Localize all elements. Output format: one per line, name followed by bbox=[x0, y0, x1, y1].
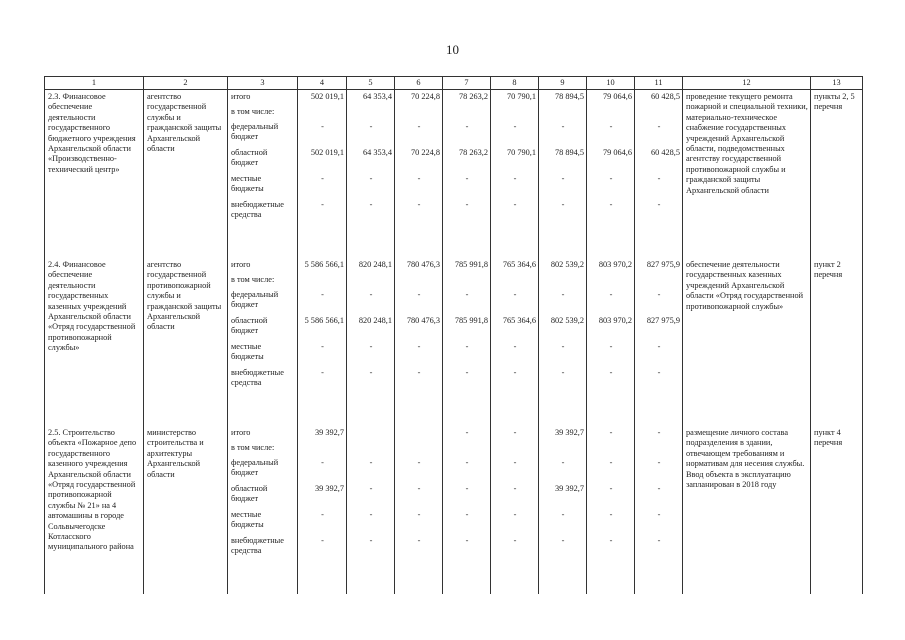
amount-value bbox=[301, 443, 344, 458]
amount-value: - bbox=[657, 510, 661, 519]
amount-value: - bbox=[657, 200, 661, 209]
amount-value: - bbox=[561, 368, 565, 377]
amount-value: - bbox=[417, 290, 421, 299]
amount-value: - bbox=[561, 122, 565, 131]
amount-value: 39 392,7 bbox=[314, 428, 344, 437]
measure-name: 2.3. Финансовое обеспечение деятельности государственного бюджетного учреждения Архангельской области «Производственно-технический центр» bbox=[45, 90, 144, 227]
amount-value bbox=[446, 107, 488, 122]
amount-value: - bbox=[657, 458, 661, 467]
amount-value bbox=[590, 275, 632, 290]
amount-value: - bbox=[369, 510, 373, 519]
column-header: 6 bbox=[395, 77, 443, 90]
amount-value: - bbox=[609, 368, 613, 377]
column-header: 11 bbox=[635, 77, 683, 90]
table-row bbox=[45, 258, 863, 394]
amount-value: 60 428,5 bbox=[650, 148, 680, 157]
expected-result: проведение текущего ремонта пожарной и специальной техники, материально-техническое снабжение государственных учреждений Архангельской области, подведомственных агентству государственной противопожарной службы и гражданской защиты Архангельской области bbox=[683, 90, 811, 227]
amount-value: - bbox=[465, 484, 469, 493]
amount-value bbox=[638, 443, 680, 458]
amount-value: 78 894,5 bbox=[554, 92, 584, 101]
amount-value: 780 476,3 bbox=[406, 260, 440, 269]
amount-value: - bbox=[465, 458, 469, 467]
funding-source: итого bbox=[231, 428, 251, 437]
amount-value: - bbox=[609, 484, 613, 493]
amount-value: 785 991,8 bbox=[454, 316, 488, 325]
row-spacer bbox=[45, 394, 863, 426]
amount-value: 70 224,8 bbox=[410, 92, 440, 101]
amount-column bbox=[491, 258, 539, 394]
funding-source: областной бюджет bbox=[231, 316, 268, 336]
amount-column bbox=[395, 90, 443, 227]
amount-value: - bbox=[609, 290, 613, 299]
page-number: 10 bbox=[446, 42, 459, 57]
amount-value: - bbox=[657, 174, 661, 183]
amount-value: - bbox=[321, 290, 324, 299]
amount-column bbox=[539, 90, 587, 227]
amount-value bbox=[301, 107, 344, 122]
reference: пункты 2, 5 перечня bbox=[811, 90, 863, 227]
amount-value: - bbox=[465, 428, 469, 437]
amount-value: - bbox=[561, 290, 565, 299]
amount-value: 39 392,7 bbox=[554, 484, 584, 493]
amount-column bbox=[539, 426, 587, 562]
amount-value: - bbox=[369, 290, 373, 299]
amount-column bbox=[298, 426, 347, 562]
amount-value: 765 364,6 bbox=[502, 316, 536, 325]
funding-source: федеральный бюджет bbox=[231, 458, 279, 478]
amount-value: - bbox=[369, 368, 373, 377]
reference: пункт 4 перечня bbox=[811, 426, 863, 562]
column-header: 5 bbox=[347, 77, 395, 90]
amount-value: - bbox=[417, 342, 421, 351]
amount-value: - bbox=[465, 536, 469, 545]
expected-result: размещение личного состава подразделения в здании, отвечающем требованиям и нормативам для несения службы. Ввод объекта в эксплуатацию запланирован в 2018 году bbox=[683, 426, 811, 562]
amount-value: 802 539,2 bbox=[550, 316, 584, 325]
funding-sources bbox=[228, 90, 298, 227]
amount-value: 70 224,8 bbox=[410, 148, 440, 157]
amount-value bbox=[638, 107, 680, 122]
amount-value: - bbox=[513, 342, 517, 351]
amount-column bbox=[298, 90, 347, 227]
amount-value: - bbox=[369, 174, 373, 183]
amount-value: - bbox=[321, 510, 324, 519]
amount-value: - bbox=[417, 200, 421, 209]
amount-column bbox=[491, 426, 539, 562]
amount-value: - bbox=[657, 342, 661, 351]
amount-value: 802 539,2 bbox=[550, 260, 584, 269]
amount-column bbox=[587, 426, 635, 562]
funding-source: федеральный бюджет bbox=[231, 290, 279, 310]
amount-column bbox=[635, 90, 683, 227]
amount-value: - bbox=[561, 458, 565, 467]
expected-result: обеспечение деятельности государственных казенных учреждений Архангельской области «Отряд государственной противопожарной службы» bbox=[683, 258, 811, 394]
amount-value bbox=[398, 275, 440, 290]
funding-source: областной бюджет bbox=[231, 148, 268, 168]
funding-source: итого bbox=[231, 92, 251, 101]
amount-value: 5 586 566,1 bbox=[304, 316, 344, 325]
amount-value: - bbox=[417, 536, 421, 545]
amount-value: - bbox=[417, 122, 421, 131]
amount-value: 820 248,1 bbox=[358, 260, 392, 269]
amount-value: - bbox=[609, 342, 613, 351]
amount-column bbox=[347, 426, 395, 562]
amount-value: - bbox=[369, 484, 373, 493]
amount-value: - bbox=[369, 536, 373, 545]
amount-value: - bbox=[609, 428, 613, 437]
amount-value: - bbox=[561, 342, 565, 351]
amount-value bbox=[542, 107, 584, 122]
row-spacer bbox=[45, 226, 863, 258]
amount-value: - bbox=[465, 510, 469, 519]
funding-source: внебюджетные средства bbox=[231, 536, 284, 556]
amount-value: 39 392,7 bbox=[314, 484, 344, 493]
program-table bbox=[44, 76, 863, 594]
funding-source: внебюджетные средства bbox=[231, 368, 284, 388]
amount-value bbox=[590, 107, 632, 122]
column-header: 1 bbox=[45, 77, 144, 90]
funding-source: в том числе: bbox=[231, 443, 275, 452]
amount-value: 79 064,6 bbox=[602, 92, 632, 101]
amount-column bbox=[587, 90, 635, 227]
amount-value: - bbox=[609, 200, 613, 209]
amount-value: - bbox=[513, 536, 517, 545]
funding-source: местные бюджеты bbox=[231, 174, 264, 194]
amount-value: 78 894,5 bbox=[554, 148, 584, 157]
amount-value: - bbox=[417, 368, 421, 377]
amount-value bbox=[350, 443, 392, 458]
amount-column bbox=[635, 426, 683, 562]
funding-source: внебюджетные средства bbox=[231, 200, 284, 220]
column-header: 2 bbox=[144, 77, 228, 90]
amount-value: - bbox=[513, 458, 517, 467]
amount-value: - bbox=[321, 200, 324, 209]
column-header: 12 bbox=[683, 77, 811, 90]
amount-value: - bbox=[465, 342, 469, 351]
column-header: 7 bbox=[443, 77, 491, 90]
amount-value bbox=[542, 275, 584, 290]
amount-value: - bbox=[369, 458, 373, 467]
amount-value: - bbox=[321, 342, 324, 351]
amount-value bbox=[446, 443, 488, 458]
amount-value: - bbox=[465, 290, 469, 299]
amount-value bbox=[350, 428, 392, 443]
amount-column bbox=[443, 90, 491, 227]
amount-value: 5 586 566,1 bbox=[304, 260, 344, 269]
amount-value: 70 790,1 bbox=[506, 148, 536, 157]
amount-value: 60 428,5 bbox=[650, 92, 680, 101]
amount-value: 64 353,4 bbox=[362, 148, 392, 157]
amount-value: - bbox=[465, 174, 469, 183]
amount-column bbox=[635, 258, 683, 394]
amount-value bbox=[494, 275, 536, 290]
amount-value: - bbox=[657, 536, 661, 545]
amount-value: - bbox=[657, 428, 661, 437]
amount-value: - bbox=[609, 510, 613, 519]
amount-value: - bbox=[513, 484, 517, 493]
amount-column bbox=[491, 90, 539, 227]
table-row bbox=[45, 426, 863, 562]
amount-value bbox=[494, 443, 536, 458]
executor: агентство государственной противопожарной службы и гражданской защиты Архангельской области bbox=[144, 258, 228, 394]
amount-value bbox=[638, 275, 680, 290]
amount-value: 765 364,6 bbox=[502, 260, 536, 269]
row-spacer bbox=[45, 562, 863, 594]
amount-value bbox=[398, 443, 440, 458]
amount-value: 78 263,2 bbox=[458, 148, 488, 157]
amount-value: - bbox=[321, 174, 324, 183]
amount-value: 502 019,1 bbox=[310, 148, 344, 157]
column-header: 3 bbox=[228, 77, 298, 90]
amount-value: - bbox=[465, 122, 469, 131]
amount-value: 820 248,1 bbox=[358, 316, 392, 325]
executor: агентство государственной службы и гражданской защиты Архангельской области bbox=[144, 90, 228, 227]
column-header: 9 bbox=[539, 77, 587, 90]
amount-value: 39 392,7 bbox=[554, 428, 584, 437]
funding-source: федеральный бюджет bbox=[231, 122, 279, 142]
column-header: 4 bbox=[298, 77, 347, 90]
table-row bbox=[45, 90, 863, 227]
amount-value: - bbox=[321, 368, 324, 377]
amount-value: - bbox=[513, 428, 517, 437]
amount-value: - bbox=[369, 200, 373, 209]
amount-value: - bbox=[561, 174, 565, 183]
amount-column bbox=[539, 258, 587, 394]
amount-value: 803 970,2 bbox=[598, 260, 632, 269]
amount-value: 780 476,3 bbox=[406, 316, 440, 325]
amount-value: - bbox=[369, 342, 373, 351]
amount-value: - bbox=[321, 122, 324, 131]
amount-column bbox=[395, 426, 443, 562]
amount-value bbox=[398, 428, 440, 443]
amount-value: - bbox=[369, 122, 373, 131]
funding-source: местные бюджеты bbox=[231, 510, 264, 530]
column-header: 10 bbox=[587, 77, 635, 90]
amount-value: - bbox=[561, 536, 565, 545]
amount-value: 803 970,2 bbox=[598, 316, 632, 325]
amount-value bbox=[446, 275, 488, 290]
amount-value: 827 975,9 bbox=[646, 316, 680, 325]
amount-column bbox=[347, 90, 395, 227]
amount-value: - bbox=[657, 368, 661, 377]
amount-value: - bbox=[513, 200, 517, 209]
amount-value: - bbox=[657, 290, 661, 299]
amount-column bbox=[443, 258, 491, 394]
column-header: 13 bbox=[811, 77, 863, 90]
amount-value: - bbox=[513, 510, 517, 519]
amount-value: - bbox=[513, 174, 517, 183]
amount-value: - bbox=[561, 200, 565, 209]
amount-value bbox=[590, 443, 632, 458]
amount-column bbox=[395, 258, 443, 394]
amount-value: - bbox=[321, 536, 324, 545]
amount-value: 79 064,6 bbox=[602, 148, 632, 157]
funding-sources bbox=[228, 426, 298, 562]
measure-name: 2.4. Финансовое обеспечение деятельности государственных казенных учреждений Архангельской области «Отряд государственной противопожарной службы» bbox=[45, 258, 144, 394]
amount-value bbox=[542, 443, 584, 458]
amount-value: - bbox=[417, 484, 421, 493]
funding-source: в том числе: bbox=[231, 107, 275, 116]
amount-value bbox=[350, 107, 392, 122]
funding-source: в том числе: bbox=[231, 275, 275, 284]
amount-value: 78 263,2 bbox=[458, 92, 488, 101]
amount-value: 827 975,9 bbox=[646, 260, 680, 269]
amount-value: 70 790,1 bbox=[506, 92, 536, 101]
amount-value: - bbox=[609, 458, 613, 467]
amount-value: - bbox=[321, 458, 324, 467]
column-header: 8 bbox=[491, 77, 539, 90]
amount-column bbox=[443, 426, 491, 562]
amount-value: - bbox=[417, 458, 421, 467]
amount-value: - bbox=[417, 174, 421, 183]
amount-value: 785 991,8 bbox=[454, 260, 488, 269]
amount-value: - bbox=[609, 122, 613, 131]
amount-column bbox=[298, 258, 347, 394]
reference: пункт 2 перечня bbox=[811, 258, 863, 394]
amount-value: - bbox=[513, 368, 517, 377]
amount-value bbox=[494, 107, 536, 122]
amount-value: - bbox=[465, 200, 469, 209]
amount-value: - bbox=[609, 174, 613, 183]
funding-source: областной бюджет bbox=[231, 484, 268, 504]
amount-column bbox=[587, 258, 635, 394]
amount-value: - bbox=[657, 122, 661, 131]
amount-value: 64 353,4 bbox=[362, 92, 392, 101]
funding-sources bbox=[228, 258, 298, 394]
funding-source: местные бюджеты bbox=[231, 342, 264, 362]
amount-value: 502 019,1 bbox=[310, 92, 344, 101]
amount-value: - bbox=[609, 536, 613, 545]
amount-value: - bbox=[465, 368, 469, 377]
amount-value: - bbox=[417, 510, 421, 519]
executor: министерство строительства и архитектуры Архангельской области bbox=[144, 426, 228, 562]
amount-value: - bbox=[657, 484, 661, 493]
measure-name: 2.5. Строительство объекта «Пожарное депо государственного казенного учреждения Архангельской области «Отряд государственной противопожарной службы № 21» на 4 автомашины в городе Сольвычегодске Котласского муниципального района bbox=[45, 426, 144, 562]
amount-value bbox=[301, 275, 344, 290]
amount-value: - bbox=[513, 122, 517, 131]
amount-value: - bbox=[561, 510, 565, 519]
amount-value bbox=[398, 107, 440, 122]
amount-column bbox=[347, 258, 395, 394]
amount-value bbox=[350, 275, 392, 290]
header-row bbox=[45, 77, 863, 90]
funding-source: итого bbox=[231, 260, 251, 269]
amount-value: - bbox=[513, 290, 517, 299]
